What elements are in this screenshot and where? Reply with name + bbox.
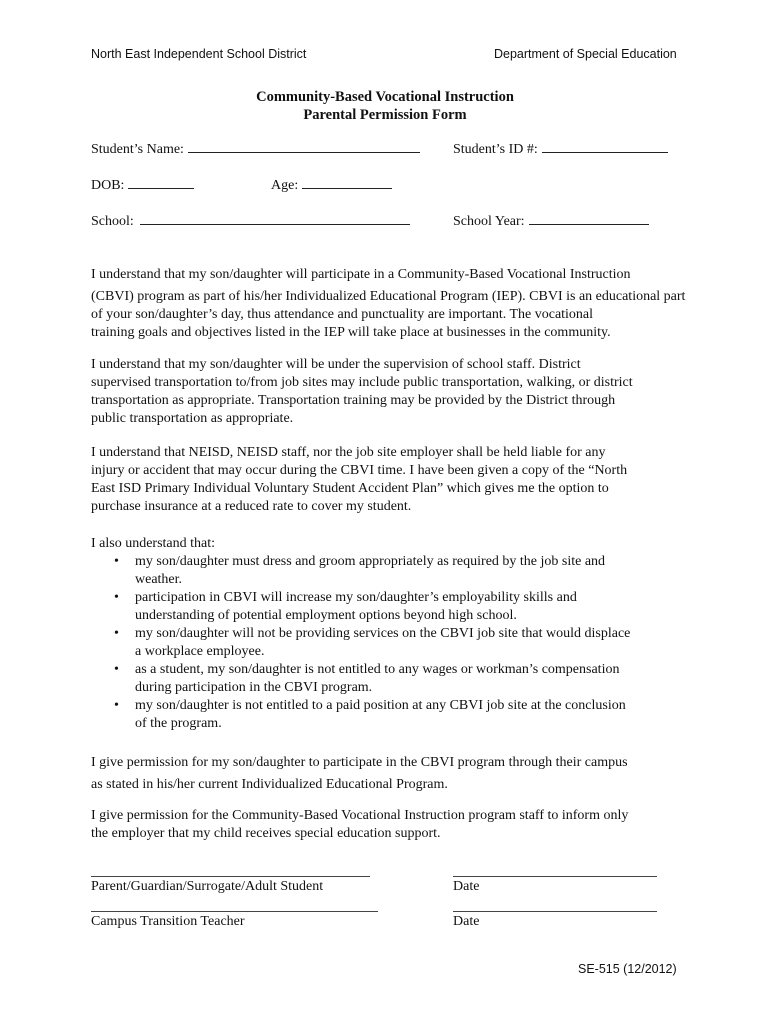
- understanding-list: [91, 553, 731, 733]
- list-item-text: a workplace employee.: [135, 644, 265, 659]
- also-understand-intro: I also understand that:: [91, 536, 216, 551]
- dob-label: DOB:: [91, 178, 125, 193]
- list-item-text: my son/daughter is not entitled to a paid position at any CBVI job site at the conclusion: [135, 698, 626, 713]
- age-label: Age:: [271, 178, 299, 193]
- bullet-icon: •: [114, 662, 119, 677]
- age-field[interactable]: [271, 178, 392, 194]
- school-line: [140, 223, 410, 225]
- dob-line: [128, 187, 194, 189]
- student-id-field[interactable]: [453, 142, 668, 158]
- student-id-line: [542, 151, 668, 153]
- parent-date-line[interactable]: [453, 876, 657, 877]
- paragraph-line: of your son/daughter’s day, thus attendance and punctuality are important. The vocational: [91, 307, 594, 322]
- district-name: North East Independent School District: [91, 47, 307, 61]
- paragraph-line: supervised transportation to/from job sites may include public transportation, walking, or district: [91, 375, 633, 390]
- dob-field[interactable]: [91, 178, 194, 194]
- list-item: [91, 661, 731, 697]
- paragraph-line: training goals and objectives listed in the IEP will take place at businesses in the community.: [91, 325, 611, 340]
- paragraph-line: I give permission for my son/daughter to participate in the CBVI program through their campus: [91, 755, 628, 770]
- paragraph-line: as stated in his/her current Individualized Educational Program.: [91, 777, 448, 792]
- school-year-line: [529, 223, 649, 225]
- list-item: [91, 553, 731, 589]
- paragraph-line: I understand that my son/daughter will be under the supervision of school staff. District: [91, 357, 581, 372]
- student-name-field[interactable]: [91, 142, 420, 158]
- paragraph-line: transportation as appropriate. Transportation training may be provided by the District through: [91, 393, 616, 408]
- bullet-icon: •: [114, 590, 119, 605]
- paragraph-permission-participate: [91, 754, 741, 794]
- paragraph-permission-inform: [91, 807, 741, 843]
- school-field[interactable]: [91, 214, 410, 230]
- paragraph-line: East ISD Primary Individual Voluntary Student Accident Plan” which gives me the option to: [91, 481, 609, 496]
- bullet-icon: •: [114, 554, 119, 569]
- list-item-text: my son/daughter must dress and groom appropriately as required by the job site and: [135, 554, 606, 569]
- paragraph-line: I understand that my son/daughter will participate in a Community-Based Vocational Instruction: [91, 267, 631, 282]
- parent-signature-label: Parent/Guardian/Surrogate/Adult Student: [91, 879, 324, 894]
- paragraph-line: (CBVI) program as part of his/her Individualized Educational Program (IEP). CBVI is an educational part: [91, 289, 686, 304]
- list-item-text: understanding of potential employment options beyond high school.: [135, 608, 517, 623]
- paragraph-line: I give permission for the Community-Based Vocational Instruction program staff to inform only: [91, 808, 629, 823]
- school-year-field[interactable]: [453, 214, 649, 230]
- list-item-text: of the program.: [135, 716, 222, 731]
- paragraph-cbvi-participation: [91, 266, 741, 342]
- paragraph-liability: [91, 444, 741, 516]
- paragraph-line: I understand that NEISD, NEISD staff, nor the job site employer shall be held liable for any: [91, 445, 606, 460]
- form-subtitle: Parental Permission Form: [303, 107, 467, 123]
- parent-date-label: Date: [453, 879, 480, 894]
- list-item-text: as a student, my son/daughter is not entitled to any wages or workman’s compensation: [135, 662, 620, 677]
- list-item: [91, 589, 731, 625]
- form-title: Community-Based Vocational Instruction: [256, 89, 514, 105]
- bullet-icon: •: [114, 626, 119, 641]
- age-line: [302, 187, 392, 189]
- list-item-text: weather.: [135, 572, 183, 587]
- school-label: School:: [91, 214, 134, 229]
- list-item-text: during participation in the CBVI program.: [135, 680, 373, 695]
- list-item: [91, 625, 731, 661]
- paragraph-line: purchase insurance at a reduced rate to cover my student.: [91, 499, 412, 514]
- school-year-label: School Year:: [453, 214, 525, 229]
- teacher-signature-label: Campus Transition Teacher: [91, 914, 245, 929]
- teacher-date-line[interactable]: [453, 911, 657, 912]
- paragraph-line: public transportation as appropriate.: [91, 411, 294, 426]
- paragraph-line: injury or accident that may occur during the CBVI time. I have been given a copy of the “North: [91, 463, 628, 478]
- student-id-label: Student’s ID #:: [453, 142, 538, 157]
- parent-signature-line[interactable]: [91, 876, 370, 877]
- paragraph-line: the employer that my child receives special education support.: [91, 826, 441, 841]
- student-name-line: [188, 151, 420, 153]
- list-item-text: participation in CBVI will increase my son/daughter’s employability skills and: [135, 590, 577, 605]
- list-item: [91, 697, 731, 733]
- department-name: Department of Special Education: [494, 47, 677, 61]
- teacher-signature-line[interactable]: [91, 911, 378, 912]
- list-item-text: my son/daughter will not be providing services on the CBVI job site that would displace: [135, 626, 631, 641]
- form-code: SE-515 (12/2012): [578, 962, 677, 976]
- paragraph-supervision: [91, 356, 741, 428]
- bullet-icon: •: [114, 698, 119, 713]
- teacher-date-label: Date: [453, 914, 480, 929]
- student-name-label: Student’s Name:: [91, 142, 184, 157]
